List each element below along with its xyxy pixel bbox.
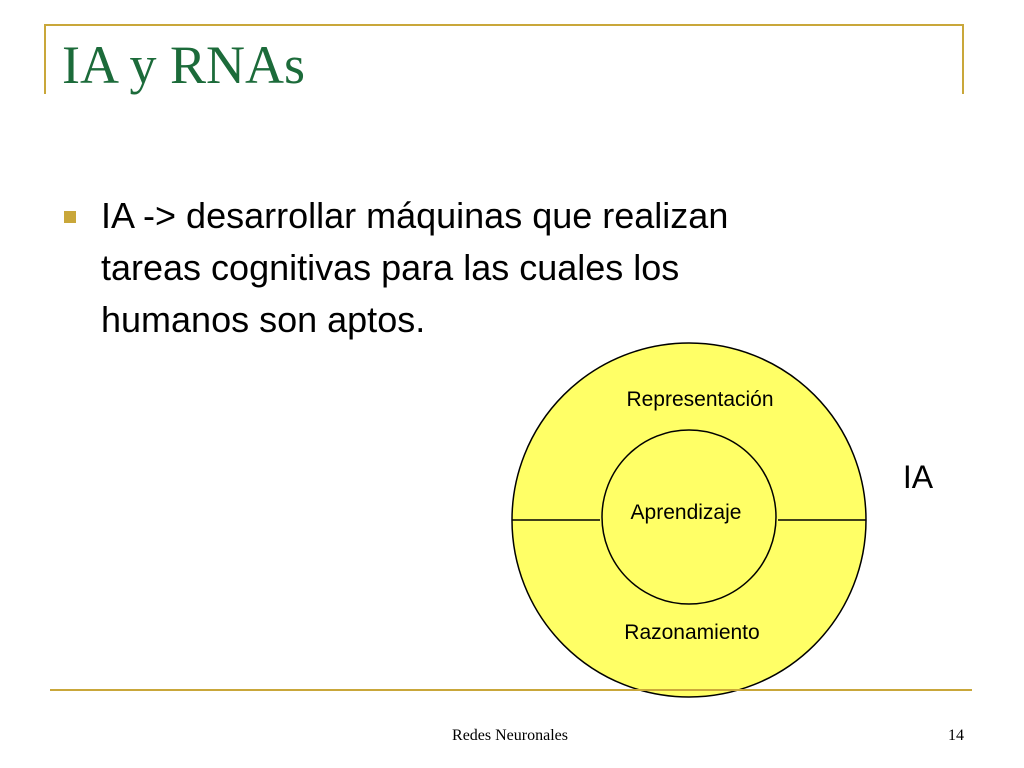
diagram-label-top: Representación (626, 388, 774, 411)
slide-title: IA y RNAs (62, 35, 306, 95)
slide-frame-top-border (44, 24, 964, 26)
bullet-text-line-2: tareas cognitivas para las cuales los (101, 247, 680, 288)
slide-frame-left-border (44, 24, 46, 94)
diagram-outer-label: IA (902, 459, 934, 495)
footer-title: Redes Neuronales (452, 727, 568, 744)
footer-rule (50, 689, 972, 691)
page-number: 14 (948, 727, 964, 744)
ia-components-diagram (490, 320, 950, 700)
bullet-square-icon (64, 211, 76, 223)
bullet-text-line-1: IA -> desarrollar máquinas que realizan (101, 195, 729, 236)
bullet-text-line-3: humanos son aptos. (101, 299, 426, 340)
slide-frame-right-border (962, 24, 964, 94)
diagram-label-bottom: Razonamiento (624, 621, 760, 644)
diagram-label-center: Aprendizaje (630, 501, 742, 524)
